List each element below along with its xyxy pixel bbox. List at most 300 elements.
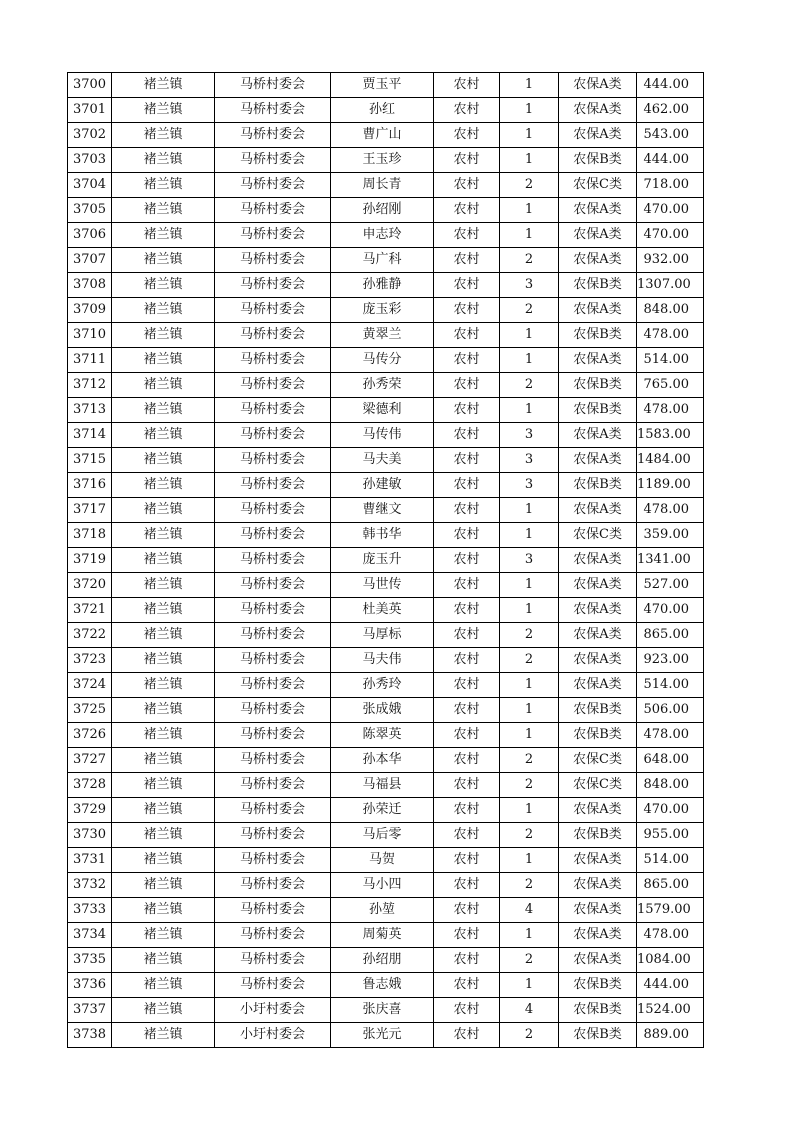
- household-type-cell: 农村: [434, 298, 500, 323]
- table-row: [68, 498, 704, 523]
- row-number-cell: 3727: [68, 748, 112, 773]
- town-cell: 褚兰镇: [112, 623, 215, 648]
- town-cell: 褚兰镇: [112, 73, 215, 98]
- village-committee-cell: 马桥村委会: [215, 873, 331, 898]
- household-size-cell: 1: [500, 148, 559, 173]
- amount-cell: 514.00: [637, 348, 704, 373]
- household-type-cell: 农村: [434, 273, 500, 298]
- household-type-cell: 农村: [434, 548, 500, 573]
- insurance-category-cell: 农保A类: [559, 223, 637, 248]
- row-number-cell: 3706: [68, 223, 112, 248]
- town-cell: 褚兰镇: [112, 973, 215, 998]
- town-cell: 褚兰镇: [112, 848, 215, 873]
- name-cell: 马小四: [331, 873, 434, 898]
- table-row: [68, 898, 704, 923]
- village-committee-cell: 马桥村委会: [215, 73, 331, 98]
- household-type-cell: 农村: [434, 698, 500, 723]
- name-cell: 马世传: [331, 573, 434, 598]
- household-type-cell: 农村: [434, 448, 500, 473]
- household-size-cell: 2: [500, 648, 559, 673]
- row-number-cell: 3704: [68, 173, 112, 198]
- table-row: [68, 323, 704, 348]
- table-row: [68, 248, 704, 273]
- row-number-cell: 3716: [68, 473, 112, 498]
- insurance-category-cell: 农保B类: [559, 998, 637, 1023]
- row-number-cell: 3722: [68, 623, 112, 648]
- table-row: [68, 848, 704, 873]
- village-committee-cell: 马桥村委会: [215, 98, 331, 123]
- household-size-cell: 1: [500, 923, 559, 948]
- household-type-cell: 农村: [434, 323, 500, 348]
- name-cell: 杜美英: [331, 598, 434, 623]
- row-number-cell: 3728: [68, 773, 112, 798]
- household-size-cell: 2: [500, 948, 559, 973]
- insurance-category-cell: 农保A类: [559, 948, 637, 973]
- village-committee-cell: 马桥村委会: [215, 198, 331, 223]
- name-cell: 马厚标: [331, 623, 434, 648]
- table-row: [68, 998, 704, 1023]
- insurance-category-cell: 农保A类: [559, 873, 637, 898]
- village-committee-cell: 马桥村委会: [215, 273, 331, 298]
- row-number-cell: 3711: [68, 348, 112, 373]
- town-cell: 褚兰镇: [112, 148, 215, 173]
- name-cell: 陈翠英: [331, 723, 434, 748]
- village-committee-cell: 马桥村委会: [215, 798, 331, 823]
- household-size-cell: 2: [500, 1023, 559, 1048]
- household-size-cell: 1: [500, 398, 559, 423]
- table-row: [68, 773, 704, 798]
- village-committee-cell: 马桥村委会: [215, 148, 331, 173]
- household-size-cell: 1: [500, 598, 559, 623]
- town-cell: 褚兰镇: [112, 698, 215, 723]
- household-size-cell: 2: [500, 873, 559, 898]
- insurance-category-cell: 农保C类: [559, 523, 637, 548]
- row-number-cell: 3709: [68, 298, 112, 323]
- insurance-category-cell: 农保B类: [559, 148, 637, 173]
- household-type-cell: 农村: [434, 123, 500, 148]
- insurance-category-cell: 农保A类: [559, 298, 637, 323]
- household-type-cell: 农村: [434, 798, 500, 823]
- table-row: [68, 73, 704, 98]
- row-number-cell: 3725: [68, 698, 112, 723]
- village-committee-cell: 马桥村委会: [215, 423, 331, 448]
- household-size-cell: 1: [500, 723, 559, 748]
- name-cell: 王玉珍: [331, 148, 434, 173]
- row-number-cell: 3718: [68, 523, 112, 548]
- name-cell: 马传伟: [331, 423, 434, 448]
- household-type-cell: 农村: [434, 648, 500, 673]
- row-number-cell: 3734: [68, 923, 112, 948]
- insurance-category-cell: 农保C类: [559, 173, 637, 198]
- household-type-cell: 农村: [434, 723, 500, 748]
- amount-cell: 478.00: [637, 723, 704, 748]
- town-cell: 褚兰镇: [112, 448, 215, 473]
- row-number-cell: 3701: [68, 98, 112, 123]
- household-type-cell: 农村: [434, 73, 500, 98]
- insurance-category-cell: 农保A类: [559, 448, 637, 473]
- household-size-cell: 1: [500, 673, 559, 698]
- amount-cell: 470.00: [637, 223, 704, 248]
- insurance-category-cell: 农保B类: [559, 973, 637, 998]
- household-size-cell: 3: [500, 448, 559, 473]
- insurance-category-cell: 农保A类: [559, 198, 637, 223]
- town-cell: 褚兰镇: [112, 1023, 215, 1048]
- village-committee-cell: 马桥村委会: [215, 448, 331, 473]
- household-type-cell: 农村: [434, 498, 500, 523]
- table-row: [68, 398, 704, 423]
- insurance-category-cell: 农保A类: [559, 898, 637, 923]
- town-cell: 褚兰镇: [112, 473, 215, 498]
- amount-cell: 718.00: [637, 173, 704, 198]
- table-row: [68, 748, 704, 773]
- town-cell: 褚兰镇: [112, 573, 215, 598]
- row-number-cell: 3735: [68, 948, 112, 973]
- insurance-category-cell: 农保A类: [559, 923, 637, 948]
- village-committee-cell: 马桥村委会: [215, 348, 331, 373]
- town-cell: 褚兰镇: [112, 123, 215, 148]
- table-row: [68, 98, 704, 123]
- village-committee-cell: 马桥村委会: [215, 673, 331, 698]
- household-type-cell: 农村: [434, 823, 500, 848]
- household-size-cell: 1: [500, 973, 559, 998]
- table-row: [68, 548, 704, 573]
- household-size-cell: 3: [500, 548, 559, 573]
- household-size-cell: 2: [500, 248, 559, 273]
- row-number-cell: 3703: [68, 148, 112, 173]
- household-type-cell: 农村: [434, 748, 500, 773]
- amount-cell: 865.00: [637, 623, 704, 648]
- table-row: [68, 273, 704, 298]
- village-committee-cell: 马桥村委会: [215, 848, 331, 873]
- amount-cell: 1084.00: [637, 948, 704, 973]
- name-cell: 张成娥: [331, 698, 434, 723]
- insurance-category-cell: 农保C类: [559, 773, 637, 798]
- village-committee-cell: 马桥村委会: [215, 473, 331, 498]
- town-cell: 褚兰镇: [112, 273, 215, 298]
- amount-cell: 359.00: [637, 523, 704, 548]
- table-row: [68, 373, 704, 398]
- town-cell: 褚兰镇: [112, 548, 215, 573]
- village-committee-cell: 马桥村委会: [215, 523, 331, 548]
- household-type-cell: 农村: [434, 148, 500, 173]
- village-committee-cell: 马桥村委会: [215, 948, 331, 973]
- name-cell: 马福县: [331, 773, 434, 798]
- name-cell: 孙本华: [331, 748, 434, 773]
- town-cell: 褚兰镇: [112, 248, 215, 273]
- row-number-cell: 3724: [68, 673, 112, 698]
- insurance-category-cell: 农保B类: [559, 1023, 637, 1048]
- household-size-cell: 2: [500, 298, 559, 323]
- row-number-cell: 3715: [68, 448, 112, 473]
- insurance-category-cell: 农保A类: [559, 423, 637, 448]
- village-committee-cell: 马桥村委会: [215, 323, 331, 348]
- town-cell: 褚兰镇: [112, 673, 215, 698]
- row-number-cell: 3737: [68, 998, 112, 1023]
- household-size-cell: 1: [500, 98, 559, 123]
- household-size-cell: 2: [500, 173, 559, 198]
- town-cell: 褚兰镇: [112, 298, 215, 323]
- amount-cell: 470.00: [637, 198, 704, 223]
- name-cell: 马夫伟: [331, 648, 434, 673]
- name-cell: 庞玉彩: [331, 298, 434, 323]
- amount-cell: 865.00: [637, 873, 704, 898]
- row-number-cell: 3705: [68, 198, 112, 223]
- town-cell: 褚兰镇: [112, 173, 215, 198]
- table-row: [68, 123, 704, 148]
- town-cell: 褚兰镇: [112, 798, 215, 823]
- village-committee-cell: 马桥村委会: [215, 973, 331, 998]
- table-row: [68, 648, 704, 673]
- household-type-cell: 农村: [434, 848, 500, 873]
- name-cell: 马贺: [331, 848, 434, 873]
- insurance-category-cell: 农保B类: [559, 323, 637, 348]
- village-committee-cell: 马桥村委会: [215, 248, 331, 273]
- amount-cell: 478.00: [637, 398, 704, 423]
- amount-cell: 1583.00: [637, 423, 704, 448]
- insurance-category-cell: 农保B类: [559, 723, 637, 748]
- village-committee-cell: 马桥村委会: [215, 223, 331, 248]
- table-row: [68, 523, 704, 548]
- amount-cell: 923.00: [637, 648, 704, 673]
- insurance-category-cell: 农保A类: [559, 848, 637, 873]
- name-cell: 孙红: [331, 98, 434, 123]
- table-row: [68, 448, 704, 473]
- amount-cell: 478.00: [637, 498, 704, 523]
- household-size-cell: 4: [500, 998, 559, 1023]
- town-cell: 褚兰镇: [112, 873, 215, 898]
- household-type-cell: 农村: [434, 248, 500, 273]
- insurance-category-cell: 农保A类: [559, 648, 637, 673]
- table-row: [68, 623, 704, 648]
- insurance-category-cell: 农保A类: [559, 623, 637, 648]
- name-cell: 曹继文: [331, 498, 434, 523]
- household-size-cell: 1: [500, 198, 559, 223]
- table-row: [68, 923, 704, 948]
- household-type-cell: 农村: [434, 398, 500, 423]
- table-row: [68, 173, 704, 198]
- row-number-cell: 3719: [68, 548, 112, 573]
- row-number-cell: 3720: [68, 573, 112, 598]
- household-size-cell: 2: [500, 623, 559, 648]
- household-type-cell: 农村: [434, 573, 500, 598]
- town-cell: 褚兰镇: [112, 348, 215, 373]
- table-row: [68, 973, 704, 998]
- row-number-cell: 3738: [68, 1023, 112, 1048]
- table-row: [68, 698, 704, 723]
- household-type-cell: 农村: [434, 948, 500, 973]
- village-committee-cell: 马桥村委会: [215, 823, 331, 848]
- household-size-cell: 2: [500, 823, 559, 848]
- amount-cell: 1524.00: [637, 998, 704, 1023]
- table-body: [68, 73, 704, 1048]
- name-cell: 孙绍刚: [331, 198, 434, 223]
- table-row: [68, 573, 704, 598]
- household-type-cell: 农村: [434, 898, 500, 923]
- household-type-cell: 农村: [434, 673, 500, 698]
- insurance-category-cell: 农保B类: [559, 373, 637, 398]
- town-cell: 褚兰镇: [112, 598, 215, 623]
- amount-cell: 514.00: [637, 848, 704, 873]
- row-number-cell: 3713: [68, 398, 112, 423]
- amount-cell: 1579.00: [637, 898, 704, 923]
- row-number-cell: 3729: [68, 798, 112, 823]
- row-number-cell: 3712: [68, 373, 112, 398]
- household-size-cell: 1: [500, 523, 559, 548]
- village-committee-cell: 马桥村委会: [215, 623, 331, 648]
- insurance-category-cell: 农保B类: [559, 823, 637, 848]
- name-cell: 张庆喜: [331, 998, 434, 1023]
- name-cell: 孙绍朋: [331, 948, 434, 973]
- name-cell: 黄翠兰: [331, 323, 434, 348]
- table-row: [68, 798, 704, 823]
- town-cell: 褚兰镇: [112, 773, 215, 798]
- table-row: [68, 473, 704, 498]
- household-type-cell: 农村: [434, 348, 500, 373]
- table-row: [68, 423, 704, 448]
- amount-cell: 444.00: [637, 148, 704, 173]
- name-cell: 庞玉升: [331, 548, 434, 573]
- row-number-cell: 3707: [68, 248, 112, 273]
- row-number-cell: 3736: [68, 973, 112, 998]
- household-type-cell: 农村: [434, 523, 500, 548]
- name-cell: 张光元: [331, 1023, 434, 1048]
- town-cell: 褚兰镇: [112, 223, 215, 248]
- household-size-cell: 1: [500, 223, 559, 248]
- household-type-cell: 农村: [434, 373, 500, 398]
- amount-cell: 1307.00: [637, 273, 704, 298]
- name-cell: 孙建敏: [331, 473, 434, 498]
- name-cell: 曹广山: [331, 123, 434, 148]
- name-cell: 梁德利: [331, 398, 434, 423]
- household-type-cell: 农村: [434, 223, 500, 248]
- table-row: [68, 1023, 704, 1048]
- amount-cell: 506.00: [637, 698, 704, 723]
- row-number-cell: 3732: [68, 873, 112, 898]
- table-row: [68, 723, 704, 748]
- insurance-category-cell: 农保A类: [559, 798, 637, 823]
- household-size-cell: 3: [500, 473, 559, 498]
- village-committee-cell: 马桥村委会: [215, 573, 331, 598]
- town-cell: 褚兰镇: [112, 823, 215, 848]
- household-type-cell: 农村: [434, 998, 500, 1023]
- household-type-cell: 农村: [434, 973, 500, 998]
- household-type-cell: 农村: [434, 873, 500, 898]
- row-number-cell: 3733: [68, 898, 112, 923]
- insurance-category-cell: 农保B类: [559, 398, 637, 423]
- household-size-cell: 4: [500, 898, 559, 923]
- amount-cell: 462.00: [637, 98, 704, 123]
- village-committee-cell: 马桥村委会: [215, 123, 331, 148]
- amount-cell: 848.00: [637, 773, 704, 798]
- town-cell: 褚兰镇: [112, 748, 215, 773]
- table-row: [68, 223, 704, 248]
- amount-cell: 527.00: [637, 573, 704, 598]
- town-cell: 褚兰镇: [112, 923, 215, 948]
- insurance-category-cell: 农保A类: [559, 73, 637, 98]
- town-cell: 褚兰镇: [112, 198, 215, 223]
- amount-cell: 470.00: [637, 598, 704, 623]
- household-type-cell: 农村: [434, 98, 500, 123]
- name-cell: 马夫美: [331, 448, 434, 473]
- household-type-cell: 农村: [434, 173, 500, 198]
- name-cell: 贾玉平: [331, 73, 434, 98]
- insurance-category-cell: 农保A类: [559, 123, 637, 148]
- table-row: [68, 348, 704, 373]
- town-cell: 褚兰镇: [112, 398, 215, 423]
- household-size-cell: 1: [500, 498, 559, 523]
- village-committee-cell: 马桥村委会: [215, 173, 331, 198]
- amount-cell: 444.00: [637, 73, 704, 98]
- name-cell: 马传分: [331, 348, 434, 373]
- insurance-category-cell: 农保C类: [559, 748, 637, 773]
- village-committee-cell: 马桥村委会: [215, 723, 331, 748]
- amount-cell: 444.00: [637, 973, 704, 998]
- village-committee-cell: 小圩村委会: [215, 998, 331, 1023]
- household-size-cell: 1: [500, 798, 559, 823]
- household-size-cell: 1: [500, 73, 559, 98]
- household-size-cell: 3: [500, 273, 559, 298]
- household-type-cell: 农村: [434, 423, 500, 448]
- household-size-cell: 1: [500, 323, 559, 348]
- insurance-category-cell: 农保A类: [559, 498, 637, 523]
- household-size-cell: 2: [500, 773, 559, 798]
- town-cell: 褚兰镇: [112, 898, 215, 923]
- village-committee-cell: 马桥村委会: [215, 498, 331, 523]
- household-size-cell: 3: [500, 423, 559, 448]
- row-number-cell: 3710: [68, 323, 112, 348]
- table-row: [68, 873, 704, 898]
- village-committee-cell: 马桥村委会: [215, 598, 331, 623]
- table-row: [68, 823, 704, 848]
- row-number-cell: 3714: [68, 423, 112, 448]
- amount-cell: 955.00: [637, 823, 704, 848]
- name-cell: 韩书华: [331, 523, 434, 548]
- village-committee-cell: 马桥村委会: [215, 548, 331, 573]
- household-type-cell: 农村: [434, 198, 500, 223]
- insurance-category-cell: 农保B类: [559, 273, 637, 298]
- town-cell: 褚兰镇: [112, 98, 215, 123]
- table-row: [68, 148, 704, 173]
- name-cell: 申志玲: [331, 223, 434, 248]
- row-number-cell: 3717: [68, 498, 112, 523]
- allowance-table: [67, 72, 704, 1048]
- household-type-cell: 农村: [434, 623, 500, 648]
- name-cell: 孙荣迁: [331, 798, 434, 823]
- village-committee-cell: 马桥村委会: [215, 698, 331, 723]
- household-type-cell: 农村: [434, 598, 500, 623]
- insurance-category-cell: 农保A类: [559, 98, 637, 123]
- household-size-cell: 2: [500, 373, 559, 398]
- name-cell: 马后零: [331, 823, 434, 848]
- amount-cell: 1341.00: [637, 548, 704, 573]
- insurance-category-cell: 农保B类: [559, 473, 637, 498]
- table-row: [68, 948, 704, 973]
- amount-cell: 543.00: [637, 123, 704, 148]
- amount-cell: 478.00: [637, 323, 704, 348]
- village-committee-cell: 马桥村委会: [215, 923, 331, 948]
- row-number-cell: 3702: [68, 123, 112, 148]
- row-number-cell: 3726: [68, 723, 112, 748]
- insurance-category-cell: 农保A类: [559, 548, 637, 573]
- village-committee-cell: 马桥村委会: [215, 898, 331, 923]
- name-cell: 孙秀玲: [331, 673, 434, 698]
- household-size-cell: 1: [500, 698, 559, 723]
- town-cell: 褚兰镇: [112, 373, 215, 398]
- town-cell: 褚兰镇: [112, 723, 215, 748]
- insurance-category-cell: 农保A类: [559, 573, 637, 598]
- amount-cell: 478.00: [637, 923, 704, 948]
- amount-cell: 648.00: [637, 748, 704, 773]
